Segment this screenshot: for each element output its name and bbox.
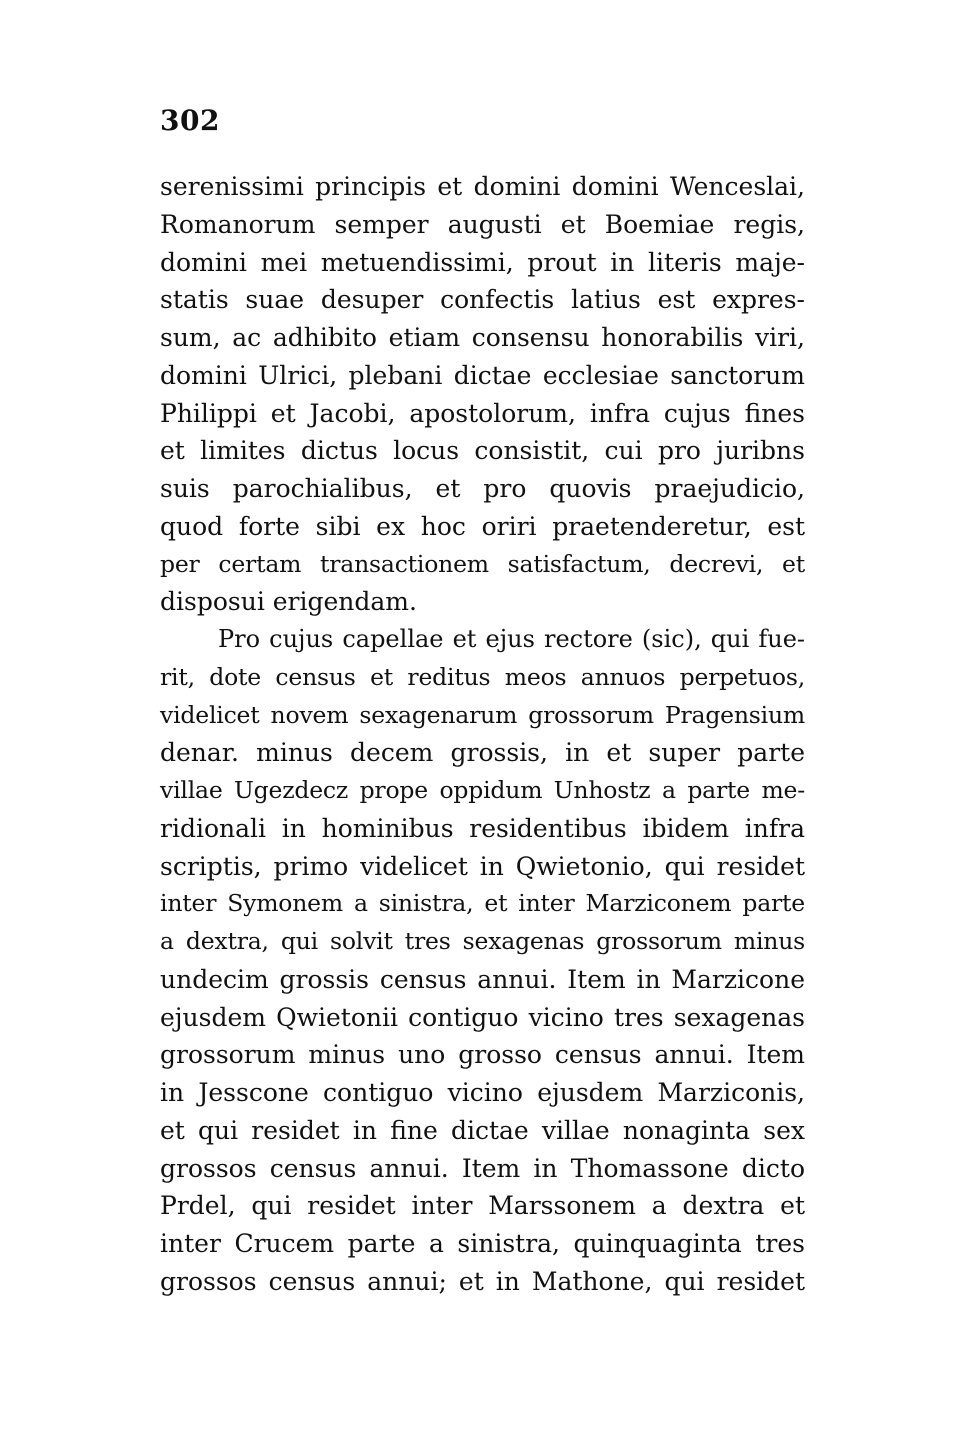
text-line: inter Crucem parte a sinistra, quinquaginta tres bbox=[160, 1229, 805, 1258]
text-line: suis parochialibus, et pro quovis praejudicio, bbox=[160, 474, 805, 503]
text-line: Romanorum semper augusti et Boemiae regis, bbox=[160, 209, 805, 239]
body-text bbox=[160, 168, 805, 1301]
text-line: a dextra, qui solvit tres sexagenas grossorum minus bbox=[160, 927, 805, 955]
text-line: Philippi et Jacobi, apostolorum, infra cujus fines bbox=[160, 398, 805, 428]
text-line: grossos census annui; et in Mathone, qui residet bbox=[160, 1266, 805, 1296]
text-line: sum, ac adhibito etiam consensu honorabilis viri, bbox=[160, 323, 805, 352]
text-line: villae Ugezdecz prope oppidum Unhostz a parte me- bbox=[160, 776, 805, 804]
text-line: in Jesscone contiguo vicino ejusdem Marziconis, bbox=[160, 1078, 805, 1107]
text-line: et limites dictus locus consistit, cui pro juribns bbox=[160, 436, 805, 466]
text-line: quod forte sibi ex hoc oriri praetenderetur, est bbox=[160, 511, 805, 541]
paragraph-end-line: disposui erigendam. bbox=[160, 587, 417, 617]
text-line: et qui residet in fine dictae villae nonaginta sex bbox=[160, 1115, 805, 1145]
text-line: statis suae desuper confectis latius est expres- bbox=[160, 285, 805, 315]
paragraph-start-line: Pro cujus capellae et ejus rectore (sic), qui fue- bbox=[218, 625, 805, 653]
text-line: per certam transactionem satisfactum, decrevi, et bbox=[160, 549, 805, 578]
text-line: inter Symonem a sinistra, et inter Marziconem parte bbox=[160, 889, 805, 918]
text-line: scriptis, primo videlicet in Qwietonio, qui residet bbox=[160, 851, 805, 881]
text-line: rit, dote census et reditus meos annuos perpetuos, bbox=[160, 662, 805, 691]
text-line: serenissimi principis et domini domini Wenceslai, bbox=[160, 172, 805, 201]
text-line: videlicet novem sexagenarum grossorum Pragensium bbox=[160, 700, 805, 729]
text-line: undecim grossis census annui. Item in Marzicone bbox=[160, 964, 805, 994]
text-line: domini mei metuendissimi, prout in literis maje- bbox=[160, 247, 805, 277]
text-line: Prdel, qui residet inter Marssonem a dextra et bbox=[160, 1191, 805, 1221]
text-line: ejusdem Qwietonii contiguo vicino tres sexagenas bbox=[160, 1002, 805, 1032]
text-line: ridionali in hominibus residentibus ibidem infra bbox=[160, 813, 805, 843]
text-line: grossorum minus uno grosso census annui. Item bbox=[160, 1040, 805, 1070]
page-number: 302 bbox=[160, 104, 220, 137]
text-line: domini Ulrici, plebani dictae ecclesiae sanctorum bbox=[160, 360, 805, 390]
text-line: grossos census annui. Item in Thomassone dicto bbox=[160, 1153, 805, 1183]
text-line: denar. minus decem grossis, in et super parte bbox=[160, 738, 805, 768]
